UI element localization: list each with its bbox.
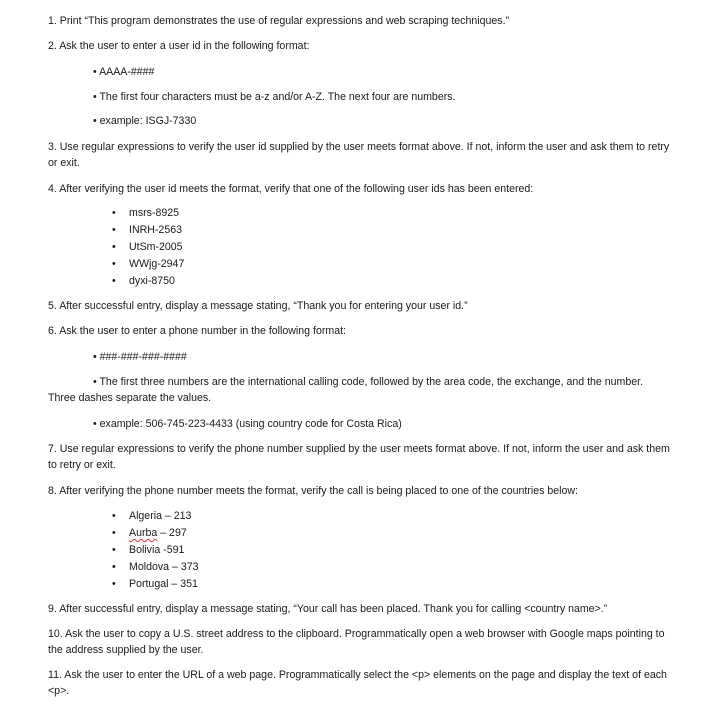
bullet-icon: • [112, 527, 116, 539]
user-id: UtSm-2005 [129, 241, 183, 253]
bullet-icon: • [112, 544, 116, 556]
bullet-icon: • [112, 578, 116, 590]
bullet-icon: • [112, 207, 116, 219]
item-6-bullet-format: • ###-###-###-#### [93, 351, 187, 363]
country-code: – 213 [161, 510, 192, 522]
item-2-bullet-example: • example: ISGJ-7330 [93, 115, 197, 127]
country-code: – 373 [169, 561, 199, 573]
bullet-icon: • [112, 224, 116, 236]
country-name: Algeria [129, 510, 162, 522]
item-3: 3. Use regular expressions to verify the user id supplied by the user meets format above. If not, inform the user and ask them to retry or exit. [48, 141, 670, 169]
country-name: Moldova [129, 561, 170, 573]
item-6-bullet-description: • The first three numbers are the international calling code, followed by the area code, the exchange, and the number. Three dashes separate the values. [48, 376, 644, 404]
bullet-icon: • [112, 241, 116, 253]
item-2: 2. Ask the user to enter a user id in the following format: [48, 40, 310, 52]
item-2-bullet-format: • AAAA-#### [93, 66, 155, 78]
country-name: Aurba [129, 527, 158, 539]
country-name: Portugal [129, 578, 169, 590]
item-9: 9. After successful entry, display a message stating, “Your call has been placed. Thank you for calling <country name>.” [48, 603, 608, 615]
bullet-icon: • [112, 510, 116, 522]
item-10: 10. Ask the user to copy a U.S. street address to the clipboard. Programmatically open a web browser with Google maps pointing to the address supplied by the user. [48, 628, 665, 656]
item-8: 8. After verifying the phone number meets the format, verify the call is being placed to one of the countries below: [48, 485, 578, 497]
country-code: – 297 [157, 527, 187, 539]
country-name: Bolivia [129, 544, 161, 556]
item-2-bullet-rule: • The first four characters must be a-z and/or A-Z. The next four are numbers. [93, 91, 456, 103]
item-6: 6. Ask the user to enter a phone number in the following format: [48, 325, 346, 337]
item-7: 7. Use regular expressions to verify the phone number supplied by the user meets format above. If not, inform the user and ask them to retry or exit. [48, 443, 670, 471]
item-1: 1. Print “This program demonstrates the use of regular expressions and web scraping techniques.” [48, 15, 510, 27]
user-id: WWjg-2947 [129, 258, 185, 270]
country-code: -591 [160, 544, 185, 556]
country-code: – 351 [168, 578, 198, 590]
item-5: 5. After successful entry, display a message stating, “Thank you for entering your user id.” [48, 300, 468, 312]
bullet-icon: • [112, 258, 116, 270]
user-id: INRH-2563 [129, 224, 182, 236]
item-4: 4. After verifying the user id meets the format, verify that one of the following user ids has been entered: [48, 183, 534, 195]
user-id: msrs-8925 [129, 207, 180, 219]
item-6-bullet-example: • example: 506-745-223-4433 (using country code for Costa Rica) [93, 418, 402, 430]
bullet-icon: • [112, 275, 116, 287]
bullet-icon: • [112, 561, 116, 573]
item-11: 11. Ask the user to enter the URL of a web page. Programmatically select the <p> elements on the page and display the text of each <p>. [48, 669, 667, 697]
user-id: dyxi-8750 [129, 275, 175, 287]
